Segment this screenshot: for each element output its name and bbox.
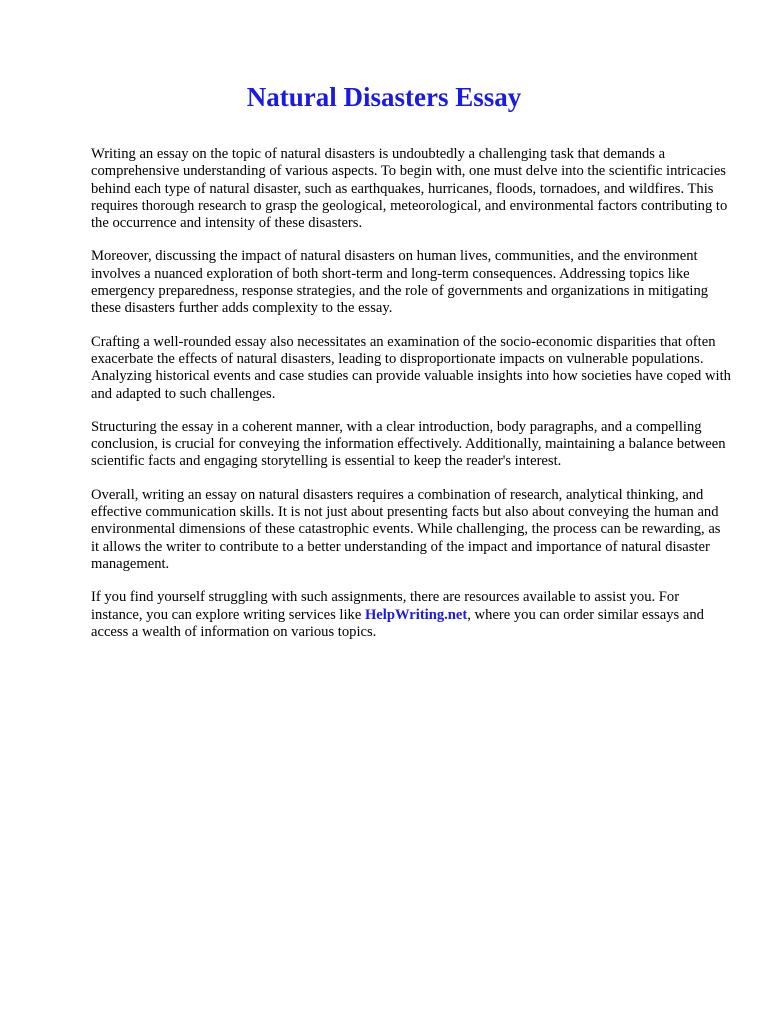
document-title: Natural Disasters Essay	[246, 82, 522, 112]
paragraph-6-text-after-link: , where you can order similar essays and access a wealth of information on various topics.	[91, 606, 704, 640]
paragraph-6-text-before-link: If you find yourself struggling with such assignments, there are resources available to assist you. For instance, you can explore writing services like	[91, 589, 680, 623]
paragraph-4: Structuring the essay in a coherent manner, with a clear introduction, body paragraphs, and a compelling conclusion, is crucial for conveying the information effectively. Additionally, maintaining a balance between scientific facts and engaging storytelling is essential to keep the reader's interest.	[91, 418, 726, 470]
paragraph-3: Crafting a well-rounded essay also necessitates an examination of the socio-economic disparities that often exacerbate the effects of natural disasters, leading to disproportionate impacts on vulnerable populations. Analyzing historical events and case studies can provide valuable insights into how societies have coped with and adapted to such challenges.	[91, 333, 731, 402]
helpwriting-link[interactable]: HelpWriting.net	[364, 606, 468, 623]
paragraph-5: Overall, writing an essay on natural disasters requires a combination of research, analytical thinking, and effective communication skills. It is not just about presenting facts but also about conveying the human and environmental dimensions of these catastrophic events. While challenging, the process can be rewarding, as it allows the writer to contribute to a better understanding of the impact and importance of natural disaster management.	[91, 486, 721, 572]
paragraph-1: Writing an essay on the topic of natural disasters is undoubtedly a challenging task that demands a comprehensive understanding of various aspects. To begin with, one must delve into the scientific intricacies behind each type of natural disaster, such as earthquakes, hurricanes, floods, tornadoes, and wildfires. This requires thorough research to grasp the geological, meteorological, and environmental factors contributing to the occurrence and intensity of these disasters.	[91, 146, 728, 232]
essay-body	[91, 146, 731, 657]
paragraph-6	[91, 589, 731, 641]
paragraph-2: Moreover, discussing the impact of natural disasters on human lives, communities, and the environment involves a nuanced exploration of both short-term and long-term consequences. Addressing topics like emergency preparedness, response strategies, and the role of governments and organizations in mitigating these disasters further adds complexity to the essay.	[91, 248, 709, 317]
